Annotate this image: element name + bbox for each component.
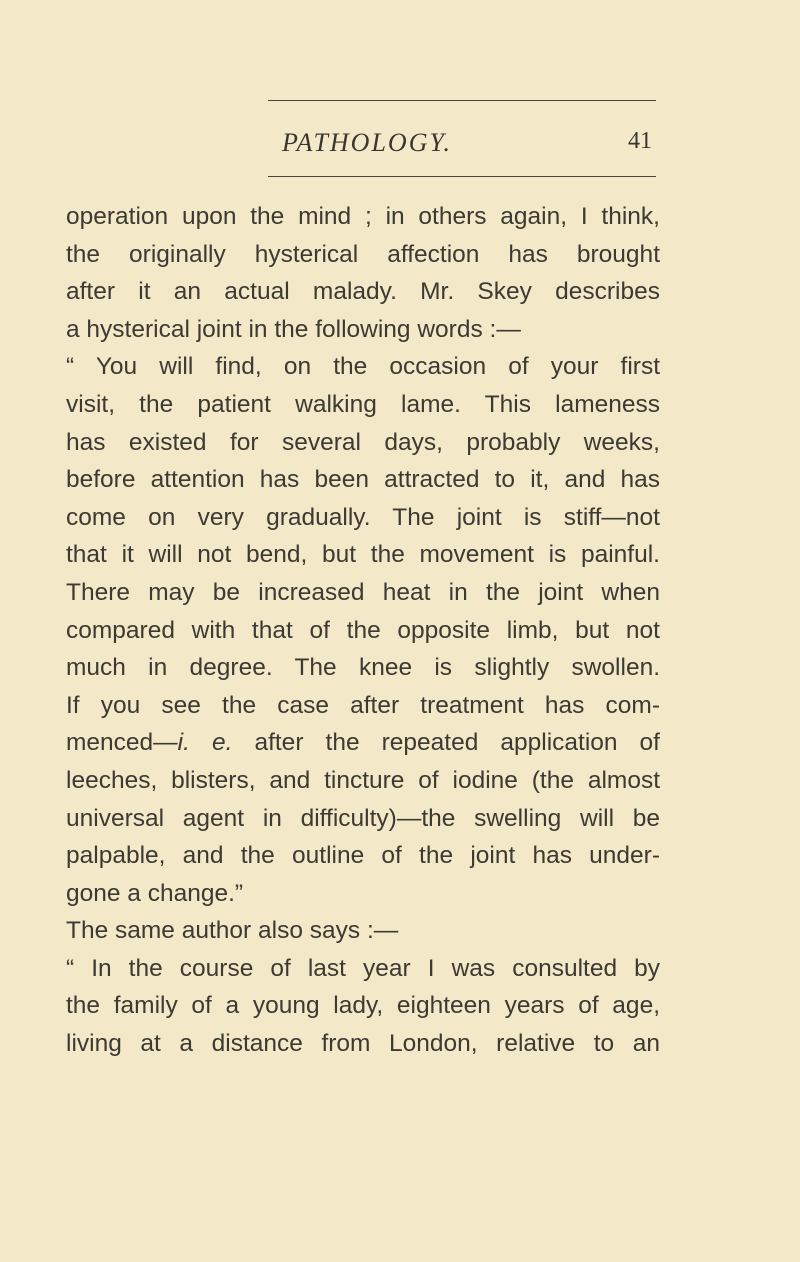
- text-line: gone a change.”: [66, 879, 244, 907]
- running-head-title: PATHOLOGY.: [282, 128, 453, 157]
- text-line: a hysterical joint in the following words :—: [66, 315, 521, 343]
- text-line: come on very gradually. The joint is stiff—not: [66, 503, 660, 531]
- text-line: before attention has been attracted to it, and has: [66, 466, 660, 494]
- text-line: The same author also says :—: [66, 917, 399, 945]
- text-line: the originally hysterical affection has brought: [66, 240, 660, 268]
- text-line: compared with that of the opposite limb, but not: [66, 616, 660, 644]
- italic-abbreviation: i. e.: [177, 729, 233, 757]
- text-line: after it an actual malady. Mr. Skey describes: [66, 278, 660, 306]
- running-head: [268, 128, 656, 164]
- header-top-rule: [268, 100, 656, 101]
- text-line: living at a distance from London, relative to an: [66, 1030, 660, 1058]
- text-line: much in degree. The knee is slightly swollen.: [66, 654, 660, 682]
- text-fragment: menced—: [66, 729, 178, 757]
- text-line: palpable, and the outline of the joint has under-: [66, 842, 660, 870]
- text-line: that it will not bend, but the movement is painful.: [66, 541, 660, 569]
- body-text: [66, 198, 660, 1063]
- text-line: There may be increased heat in the joint when: [66, 578, 660, 606]
- text-line: has existed for several days, probably weeks,: [66, 428, 660, 456]
- text-line: “ You will find, on the occasion of your first: [66, 353, 660, 381]
- text-line: universal agent in difficulty)—the swelling will be: [66, 804, 660, 832]
- text-line: the family of a young lady, eighteen years of age,: [66, 992, 660, 1020]
- text-fragment: after the repeated application of: [232, 729, 660, 757]
- page-number: 41: [628, 128, 652, 154]
- header-bottom-rule: [268, 176, 656, 177]
- text-line: [66, 724, 660, 762]
- text-line: leeches, blisters, and tincture of iodine (the almost: [66, 766, 660, 794]
- text-line: operation upon the mind ; in others again, I think,: [66, 203, 660, 230]
- text-line: If you see the case after treatment has com-: [66, 691, 660, 719]
- text-line: “ In the course of last year I was consulted by: [66, 954, 660, 982]
- text-line: visit, the patient walking lame. This lameness: [66, 390, 660, 418]
